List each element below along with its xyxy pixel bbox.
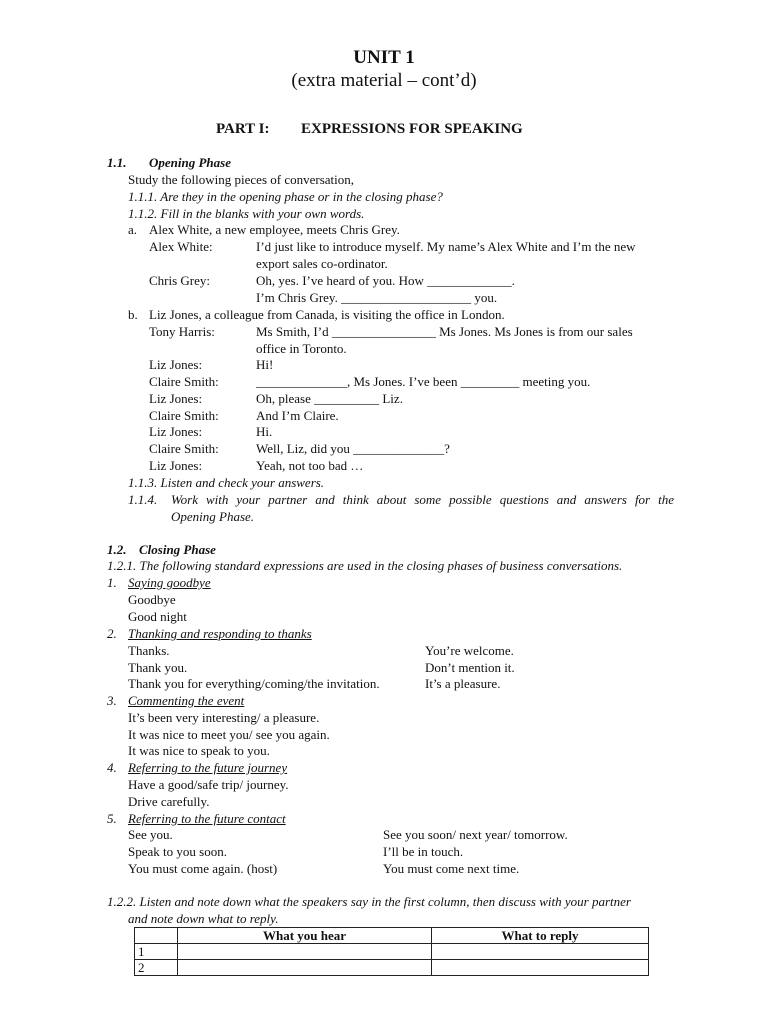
dialogue-line: I’m Chris Grey. ____________________ you.	[256, 290, 498, 305]
expression: Thanks.	[128, 643, 170, 658]
part-title: EXPRESSIONS FOR SPEAKING	[301, 121, 523, 137]
reply-cell[interactable]	[432, 944, 649, 960]
table-header-row	[135, 928, 649, 944]
unit-subtitle: (extra material – cont’d)	[291, 70, 477, 91]
response: I’ll be in touch.	[383, 844, 464, 859]
section-1-1-intro: Study the following pieces of conversation,	[128, 172, 355, 187]
expression: It’s been very interesting/ a pleasure.	[128, 710, 320, 725]
question-1-1-4: Work with your partner and think about some possible questions and answers for the	[171, 492, 674, 507]
response: Don’t mention it.	[425, 660, 515, 675]
category-future-journey: Referring to the future journey	[128, 760, 288, 775]
speaker: Liz Jones:	[149, 424, 203, 439]
dialogue-b-label: b.	[128, 307, 138, 322]
dialogue-line: ______________, Ms Jones. I’ve been _________ meeting you.	[256, 374, 591, 389]
column-header-number	[135, 928, 178, 944]
category-future-contact: Referring to the future contact	[128, 811, 286, 826]
category-thanking: Thanking and responding to thanks	[128, 626, 312, 641]
speaker: Claire Smith:	[149, 408, 219, 423]
dialogue-line: Hi!	[256, 357, 274, 372]
expression: You must come again. (host)	[128, 861, 278, 876]
dialogue-a-intro: Alex White, a new employee, meets Chris Grey.	[149, 222, 400, 237]
expression: Goodbye	[128, 592, 176, 607]
expression: See you.	[128, 827, 173, 842]
dialogue-line: export sales co-ordinator.	[256, 256, 388, 271]
table-row	[135, 960, 649, 976]
dialogue-line: Ms Smith, I’d ________________ Ms Jones. Ms Jones is from our sales	[256, 324, 633, 339]
category-saying-goodbye: Saying goodbye	[128, 575, 211, 590]
dialogue-line: Oh, yes. I’ve heard of you. How _____________.	[256, 273, 515, 288]
hear-cell[interactable]	[178, 944, 432, 960]
expression: It was nice to speak to you.	[128, 743, 270, 758]
section-1-2-number: 1.2.	[107, 542, 127, 557]
category-number: 3.	[107, 693, 117, 708]
row-number: 1	[135, 944, 178, 960]
dialogue-line: Yeah, not too bad …	[256, 458, 364, 473]
reply-table	[134, 927, 649, 976]
expression: Speak to you soon.	[128, 844, 227, 859]
section-1-2-1-intro: 1.2.1. The following standard expressions are used in the closing phases of business conversations.	[107, 558, 623, 573]
row-number: 2	[135, 960, 178, 976]
dialogue-line: Well, Liz, did you ______________?	[256, 441, 450, 456]
question-1-1-1: 1.1.1. Are they in the opening phase or in the closing phase?	[128, 189, 443, 204]
unit-title: UNIT 1	[353, 47, 415, 68]
response: See you soon/ next year/ tomorrow.	[383, 827, 568, 842]
hear-cell[interactable]	[178, 960, 432, 976]
question-1-1-4-number: 1.1.4.	[128, 492, 158, 507]
response: You’re welcome.	[425, 643, 514, 658]
speaker: Claire Smith:	[149, 374, 219, 389]
part-label: PART I:	[216, 121, 270, 137]
column-header-what-you-hear: What you hear	[178, 928, 432, 944]
speaker: Claire Smith:	[149, 441, 219, 456]
question-1-1-4-cont: Opening Phase.	[171, 509, 255, 524]
section-1-2-title: Closing Phase	[139, 542, 216, 557]
category-number: 5.	[107, 811, 117, 826]
category-number: 2.	[107, 626, 117, 641]
expression: Thank you.	[128, 660, 188, 675]
task-1-2-2-cont: and note down what to reply.	[128, 911, 279, 926]
category-number: 1.	[107, 575, 117, 590]
dialogue-line: I’d just like to introduce myself. My name’s Alex White and I’m the new	[256, 239, 636, 254]
expression: Thank you for everything/coming/the invitation.	[128, 676, 380, 691]
question-1-1-2: 1.1.2. Fill in the blanks with your own words.	[128, 206, 365, 221]
expression: Good night	[128, 609, 187, 624]
speaker: Tony Harris:	[149, 324, 215, 339]
response: You must come next time.	[383, 861, 520, 876]
dialogue-a-label: a.	[128, 222, 138, 237]
section-1-1-number: 1.1.	[107, 155, 127, 170]
expression: Drive carefully.	[128, 794, 210, 809]
speaker: Liz Jones:	[149, 391, 203, 406]
question-1-1-3: 1.1.3. Listen and check your answers.	[128, 475, 325, 490]
category-number: 4.	[107, 760, 117, 775]
dialogue-b-intro: Liz Jones, a colleague from Canada, is visiting the office in London.	[149, 307, 505, 322]
reply-cell[interactable]	[432, 960, 649, 976]
speaker: Liz Jones:	[149, 357, 203, 372]
speaker: Chris Grey:	[149, 273, 211, 288]
table-row	[135, 944, 649, 960]
section-1-1-title: Opening Phase	[149, 155, 231, 170]
expression: Have a good/safe trip/ journey.	[128, 777, 289, 792]
dialogue-line: Hi.	[256, 424, 273, 439]
dialogue-line: office in Toronto.	[256, 341, 347, 356]
category-commenting: Commenting the event	[128, 693, 245, 708]
task-1-2-2: 1.2.2. Listen and note down what the speakers say in the first column, then discuss with your partner	[107, 894, 631, 909]
speaker: Liz Jones:	[149, 458, 203, 473]
response: It’s a pleasure.	[425, 676, 501, 691]
speaker: Alex White:	[149, 239, 213, 254]
expression: It was nice to meet you/ see you again.	[128, 727, 330, 742]
dialogue-line: Oh, please __________ Liz.	[256, 391, 403, 406]
column-header-what-to-reply: What to reply	[432, 928, 649, 944]
dialogue-line: And I’m Claire.	[256, 408, 339, 423]
